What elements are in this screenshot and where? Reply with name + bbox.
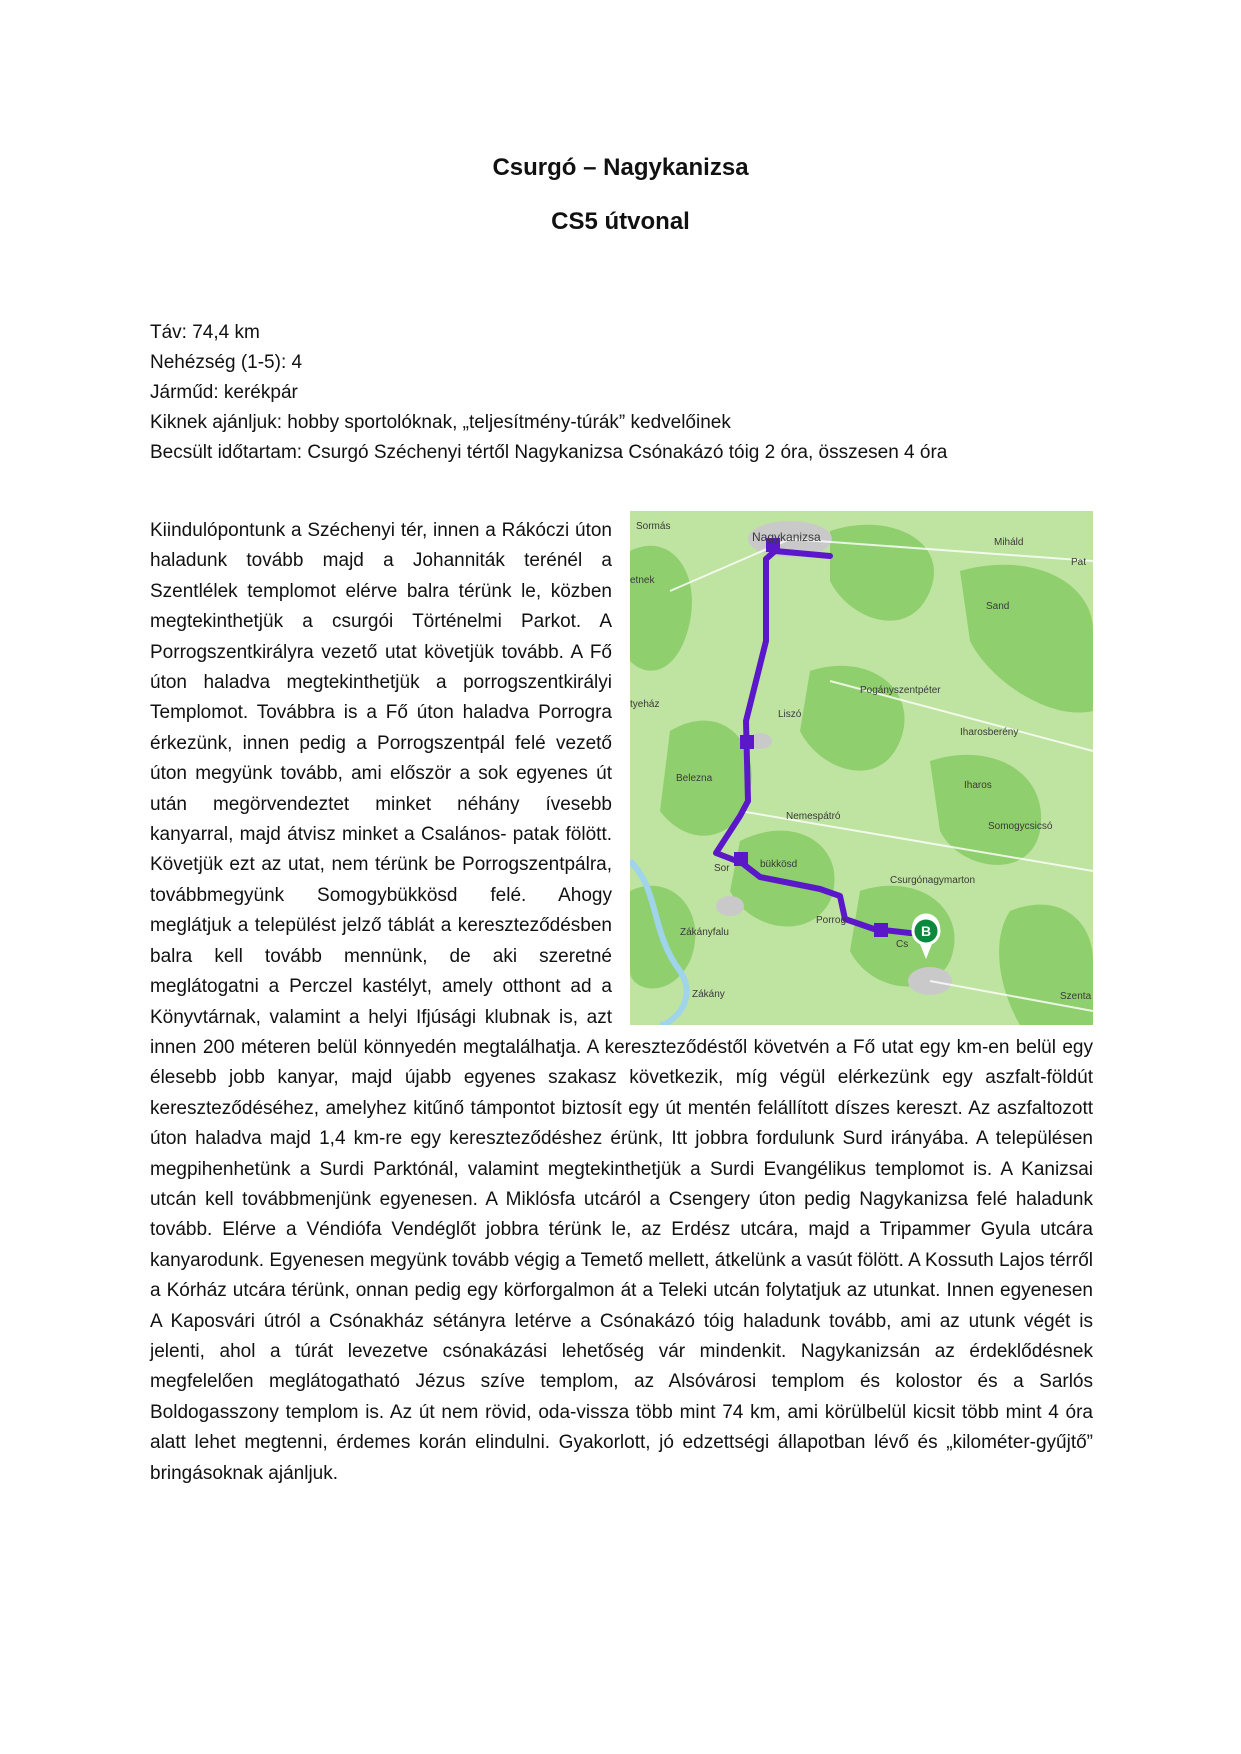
map-label-belezna: Belezna (676, 773, 713, 784)
map-label-poganyszentpeter: Pogányszentpéter (860, 685, 941, 696)
info-duration: Becsült időtartam: Csurgó Széchenyi tértől Nagykanizsa Csónakázó tóig 2 óra, összesen 4 óra (150, 442, 948, 463)
map-label-iharosbereny: Iharosberény (960, 727, 1019, 738)
route-map-svg (630, 511, 1093, 1025)
map-label-sand: Sand (986, 601, 1010, 612)
map-label-zakany: Zákány (692, 989, 725, 1000)
map-label-nemespatro: Nemespátró (786, 811, 841, 822)
map-label-szenta: Szenta (1060, 991, 1092, 1002)
route-description (150, 516, 1093, 1489)
info-audience: Kiknek ajánljuk: hobby sportolóknak, „teljesítmény-túrák” kedvelőinek (150, 412, 731, 433)
map-label-tyehaz: tyeház (630, 699, 660, 710)
map-label-somogycsicso: Somogycsicsó (988, 821, 1053, 832)
info-vehicle: Járműd: kerékpár (150, 382, 298, 403)
map-label-mihald: Miháld (994, 537, 1024, 548)
map-label-etnek: etnek (630, 575, 655, 586)
map-label-iharos: Iharos (964, 780, 992, 791)
info-distance: Táv: 74,4 km (150, 322, 260, 343)
map-label-sor: Sor (714, 863, 730, 874)
map-label-cs: Cs (896, 939, 909, 950)
map-label-csurgonagymarton: Csurgónagymarton (890, 875, 976, 886)
info-difficulty: Nehézség (1-5): 4 (150, 352, 303, 373)
document-title: Csurgó – Nagykanizsa (492, 154, 749, 181)
document-subtitle: CS5 útvonal (551, 208, 690, 235)
description-paragraph: Kiindulópontunk a Széchenyi tér, innen a Rákóczi úton haladunk tovább majd a Johanniták terénél a Szentlélek templomot elérve balra térünk le, közben megtekinthetjük a csurgói Történelmi Parkot. A Porrogszentkirályra vezető utat követjük tovább. A Fő úton haladva megtekinthetjük a porrogszentkirályi Templomot. Továbbra is a Fő úton haladva Porrogra érkezünk, innen pedig a Porrogszentpál felé vezető úton megyünk tovább, ami először a sok egyenes út után megörvendeztet minket néhány ívesebb kanyarral, majd átvisz minket a Csalános- patak fölött. Követjük ezt az utat, nem térünk be Porrogszentpálra, továbbmegyünk Somogybükkösd felé. Ahogy meglátjuk a települést jelző táblát a kereszteződésben balra kell tovább mennünk, de aki szeretné meglátogatni a Perczel kastélyt, amely otthont ad a Könyvtárnak, valamint a helyi Ifjúsági klubnak is, azt innen 200 méteren belül könnyedén megtalálhatja. A kereszteződéstől követvén a Fő utat egy km-en belül egy élesebb jobb kanyar, majd újabb egyenes szakasz következik, míg végül elérkezünk egy aszfalt-földút kereszteződéséhez, amelyhez kitűnő támpontot biztosít egy út mentén felállított díszes kereszt. Az aszfaltozott úton haladva majd 1,4 km-re egy kereszteződéshez érünk, Itt jobbra fordulunk Surd irányába. A településen megpihenhetünk a Surdi Parktónál, valamint megtekinthetjük a Surdi Evangélikus templomot is. A Kanizsai utcán kell továbbmenjünk egyenesen. A Miklósfa utcáról a Csengery úton pedig Nagykanizsa felé haladunk tovább. Elérve a Véndiófa Vendéglőt jobbra térünk le, az Erdész utcára, majd a Tripammer Gyula utcára kanyarodunk. Egyenesen megyünk tovább végig a Temető mellett, átkelünk a vasút fölött. A Kossuth Lajos térről a Kórház utcára térünk, onnan pedig egy körforgalmon át a Teleki utcán folytatjuk az utunkat. Innen egyenesen A Kaposvári útról a Csónakház sétányra letérve a Csónakázó tóig haladunk tovább, ami az utunk végét is jelenti, ahol a túrát levezetve csónakázási lehetőség vár mindenkit. Nagykanizsán az érdeklődésnek megfelelően meglátogatható Jézus szíve templom, az Alsóvárosi templom és kolostor és a Sarlós Boldogasszony templom is. Az út nem rövid, oda-vissza több mint 74 km, ami körülbelül kicsit több mint 4 óra alatt lehet megtenni, érdemes korán elindulni. Gyakorlott, jó edzettségi állapotban lévő és „kilométer-gyűjtő” bringásoknak ajánljuk. (150, 520, 1093, 1484)
route-info (150, 318, 947, 468)
map-label-nagykanizsa: Nagykanizsa (752, 530, 821, 544)
map-label-bukkosd: bükkösd (760, 859, 798, 870)
map-label-pat: Pat (1071, 557, 1087, 568)
map-label-sormas: Sormás (636, 521, 671, 532)
route-map (630, 511, 1093, 1025)
marker-label: B (920, 923, 932, 939)
map-label-liszo: Liszó (778, 709, 802, 720)
map-label-zakanyfalu: Zákányfalu (680, 927, 729, 938)
map-label-porrog: Porrog (816, 915, 847, 926)
